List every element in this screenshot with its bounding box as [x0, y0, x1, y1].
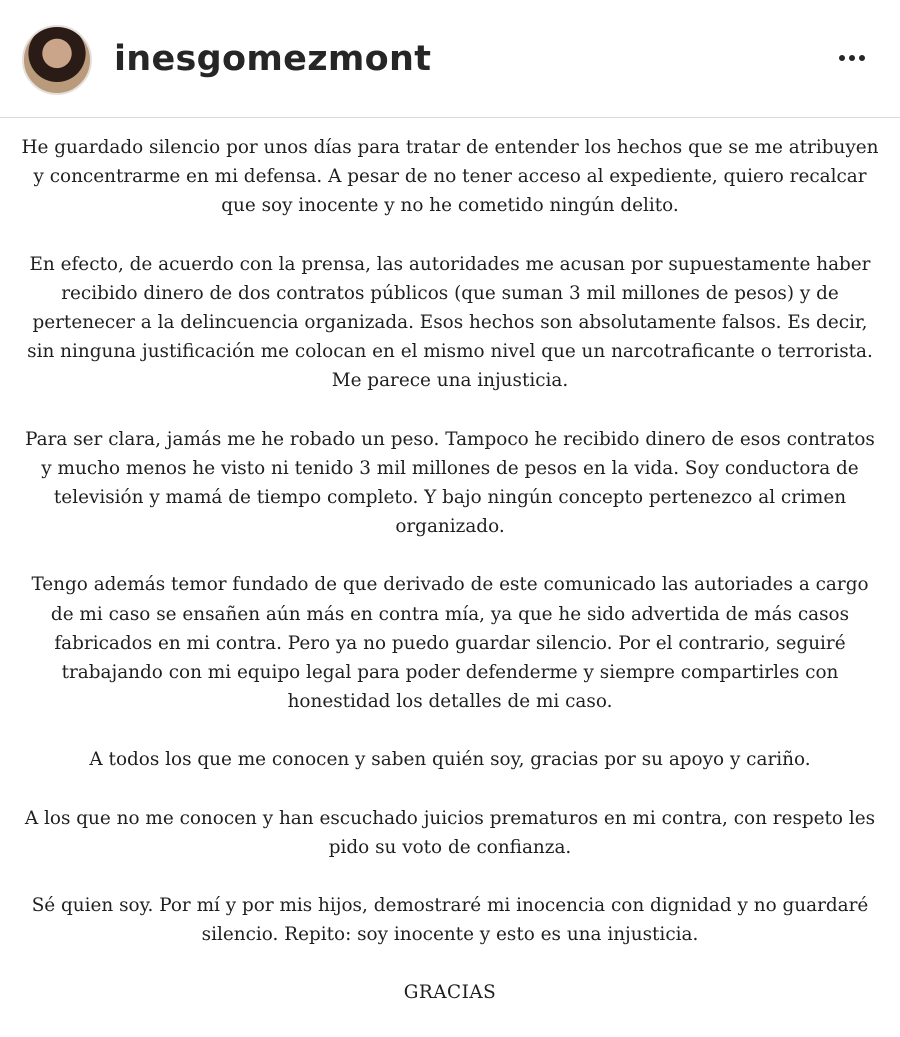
post-content	[20, 133, 880, 1037]
dot-icon	[859, 55, 865, 61]
post-paragraph: Sé quien soy. Por mí y por mis hijos, demostraré mi inocencia con dignidad y no guardaré silencio. Repito: soy inocente y esto es una injusticia.	[31, 895, 869, 946]
post-closing: GRACIAS	[403, 982, 497, 1004]
post-paragraph: He guardado silencio por unos días para tratar de entender los hechos que se me atribuyen y concentrarme en mi defensa. A pesar de no tener acceso al expediente, quiero recalcar que soy inocente y no he cometido ningún delito.	[21, 137, 879, 217]
avatar[interactable]	[22, 25, 92, 95]
post-paragraph: A los que no me conocen y han escuchado juicios prematuros en mi contra, con respeto les pido su voto de confianza.	[24, 807, 876, 858]
username-link[interactable]: inesgomezmont	[114, 39, 432, 79]
dot-icon	[839, 55, 845, 61]
post-paragraph: A todos los que me conocen y saben quién soy, gracias por su apoyo y cariño.	[89, 749, 811, 771]
dot-icon	[849, 55, 855, 61]
post-header	[0, 0, 900, 118]
post-paragraph: En efecto, de acuerdo con la prensa, las autoridades me acusan por supuestamente haber recibido dinero de dos contratos públicos (que suman 3 mil millones de pesos) y de pertenecer a la delincuencia organizada. Esos hechos son absolutamente falsos. Es decir, sin ninguna justificación me colocan en el mismo nivel que un narcotraficante o terrorista. Me parece una injusticia.	[27, 253, 873, 392]
post-paragraph: Tengo además temor fundado de que derivado de este comunicado las autoriades a cargo de mi caso se ensañen aún más en contra mía, ya que he sido advertida de más casos fabricados en mi contra. Pero ya no puedo guardar silencio. Por el contrario, seguiré trabajando con mi equipo legal para poder defenderme y siempre compartirles con honestidad los detalles de mi caso.	[31, 574, 869, 713]
post-paragraph: Para ser clara, jamás me he robado un peso. Tampoco he recibido dinero de esos contratos y mucho menos he visto ni tenido 3 mil millones de pesos en la vida. Soy conductora de televisión y mamá de tiempo completo. Y bajo ningún concepto pertenezco al crimen organizado.	[25, 428, 875, 538]
more-options-icon[interactable]	[832, 46, 872, 70]
